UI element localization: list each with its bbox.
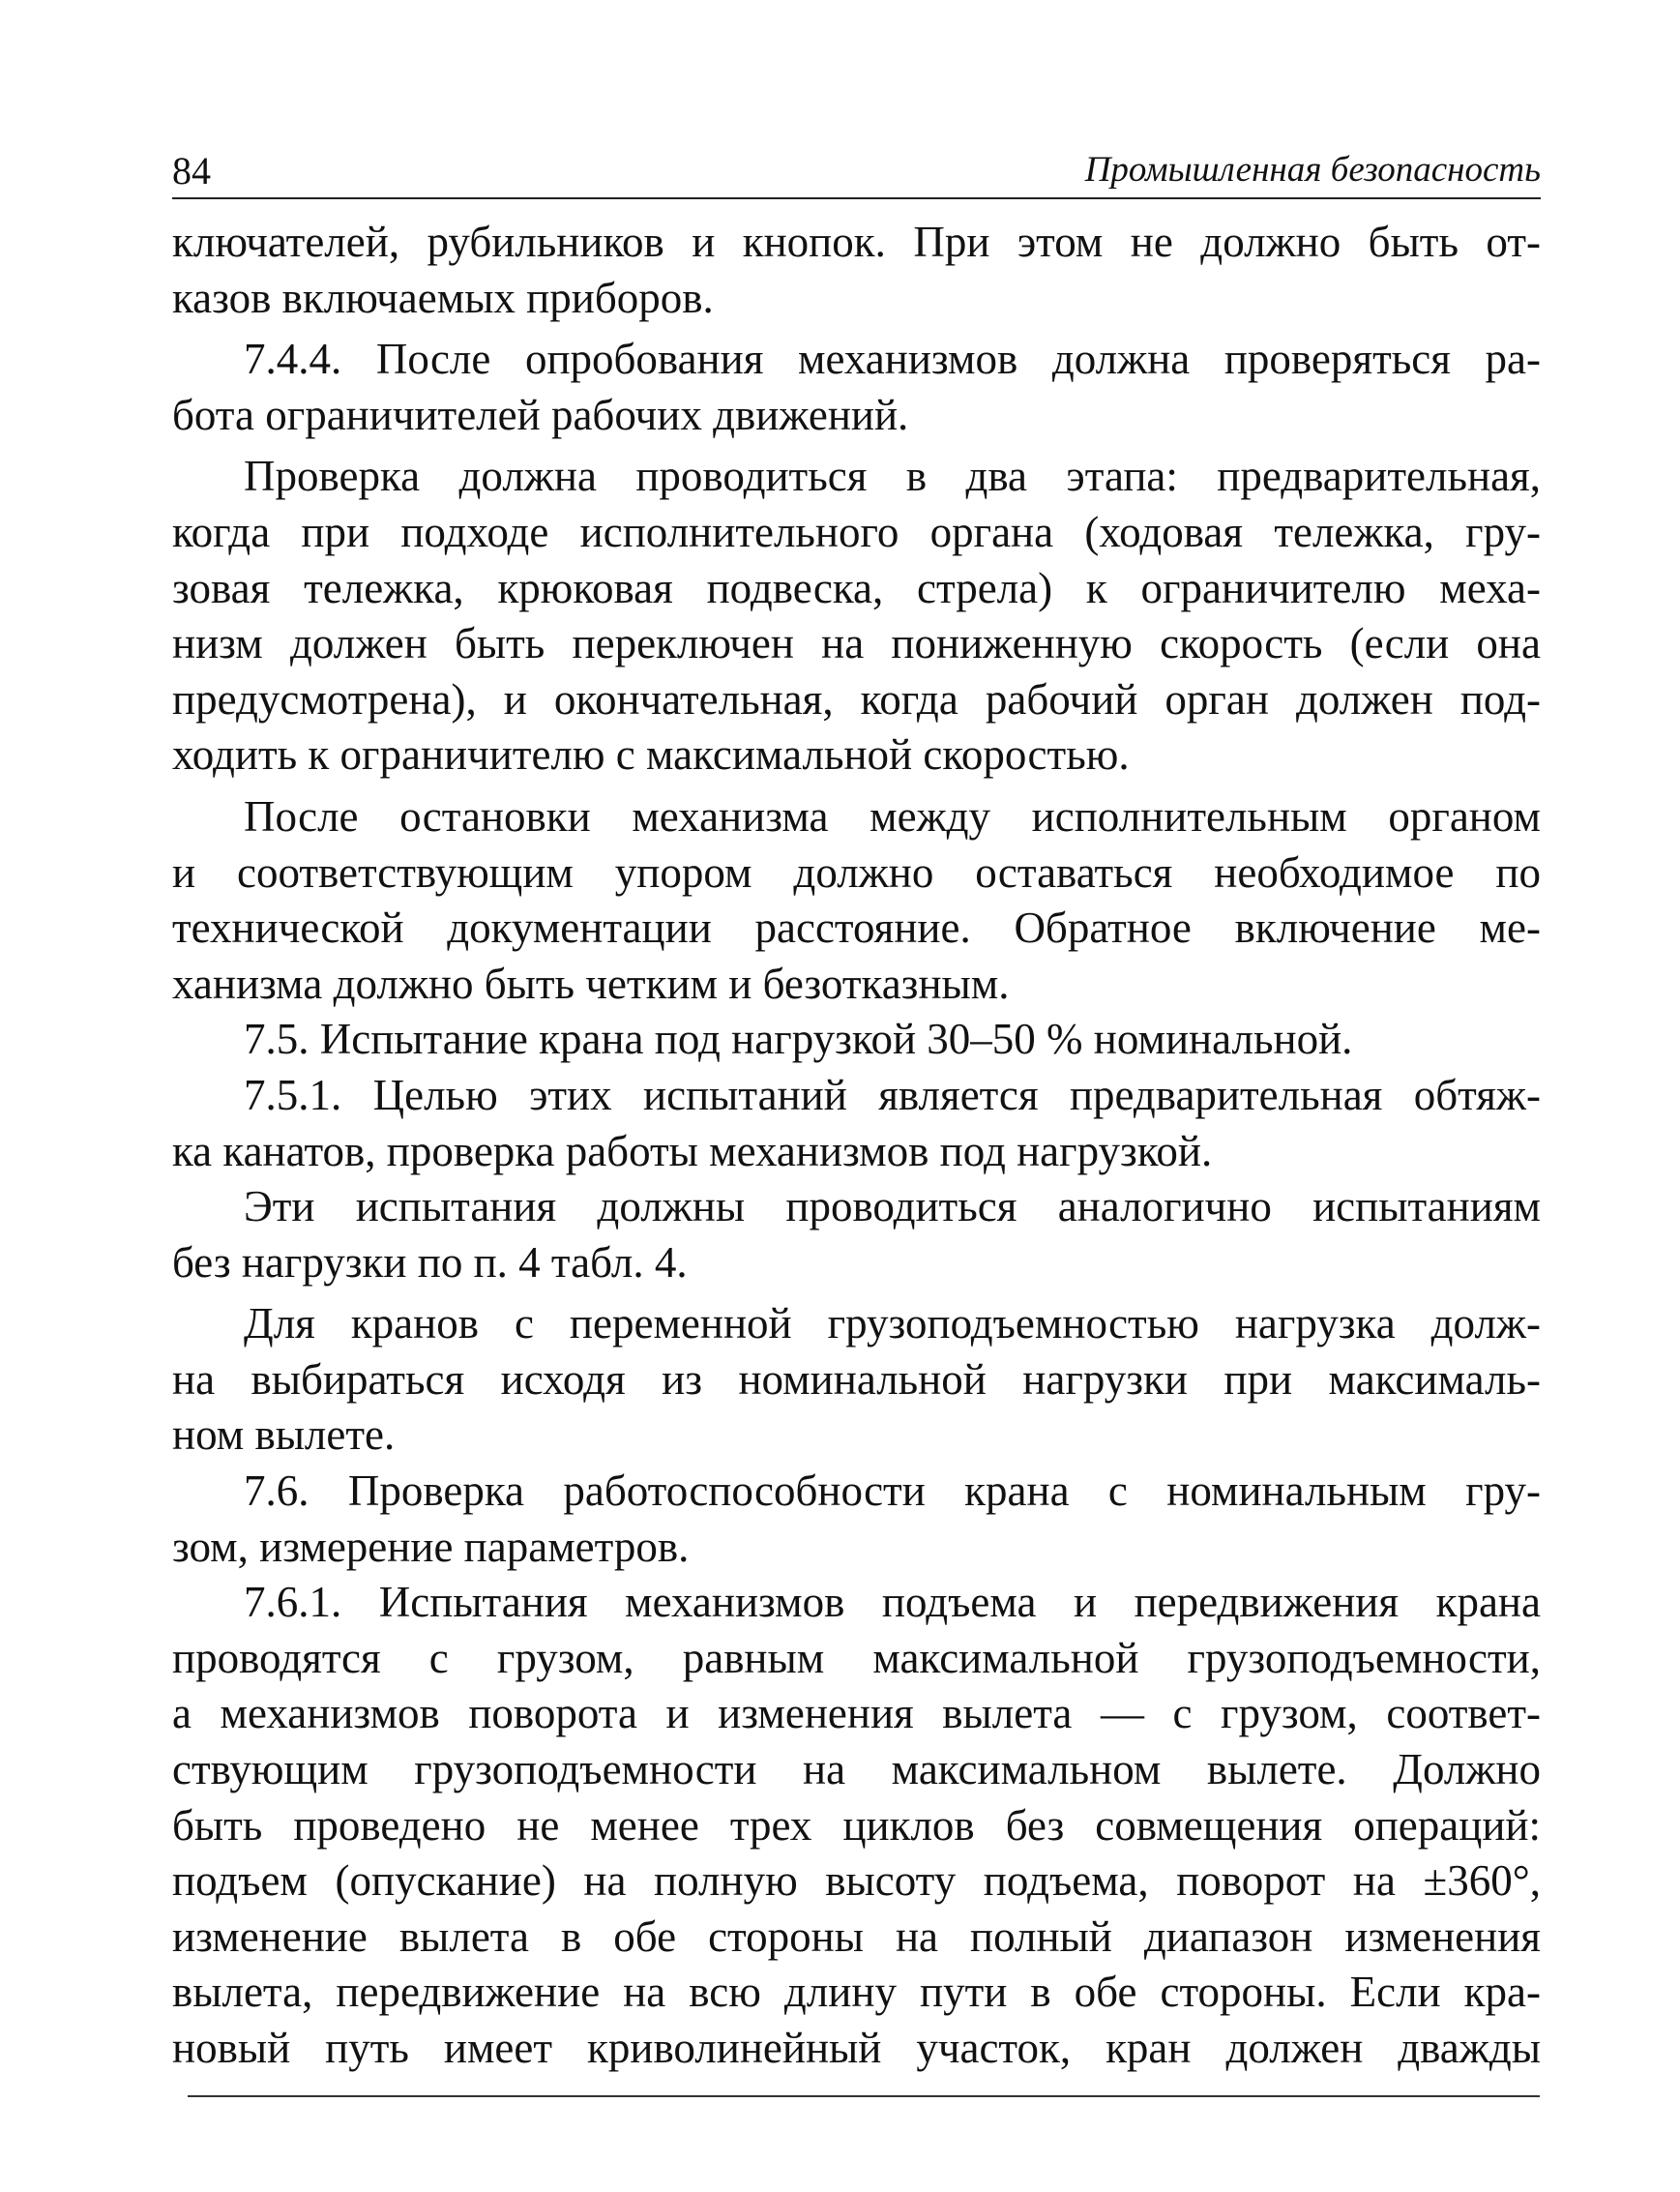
- running-head: [172, 143, 1541, 199]
- text-line: Эти испытания должны проводиться аналогично испытаниям: [244, 1182, 1541, 1231]
- text-line: 7.5.1. Целью этих испытаний является предварительная обтяж-: [244, 1070, 1541, 1119]
- body-text: [172, 215, 1541, 2077]
- footer-rule: [188, 2095, 1540, 2097]
- text-line: казов включаемых приборов.: [172, 273, 714, 322]
- text-line: ном вылете.: [172, 1410, 396, 1460]
- text-line: технической документации расстояние. Обратное включение ме-: [172, 903, 1541, 953]
- text-line: 7.4.4. После опробования механизмов должна проверяться ра-: [244, 335, 1541, 384]
- text-line: ханизма должно быть четким и безотказным.: [172, 959, 1010, 1008]
- text-line: изменение вылета в обе стороны на полный диапазон изменения: [172, 1911, 1541, 1961]
- text-line: без нагрузки по п. 4 табл. 4.: [172, 1237, 688, 1287]
- text-line: на выбираться исходя из номинальной нагрузки при максималь-: [172, 1354, 1541, 1404]
- text-line: новый путь имеет криволинейный участок, кран должен дважды: [172, 2024, 1541, 2072]
- text-line: зом, измерение параметров.: [172, 1522, 690, 1571]
- text-line: зовая тележка, крюковая подвеска, стрела) к ограничителю меха-: [172, 563, 1541, 612]
- text-line: проводятся с грузом, равным максимальной грузоподъемности,: [172, 1633, 1541, 1682]
- text-line: когда при подходе исполнительного органа (ходовая тележка, гру-: [172, 507, 1541, 556]
- text-line: 7.6.1. Испытания механизмов подъема и передвижения крана: [244, 1578, 1541, 1627]
- text-line: ходить к ограничителю с максимальной скоростью.: [172, 730, 1130, 780]
- page-number: 84: [172, 149, 211, 193]
- text-line: Для кранов с переменной грузоподъемностью нагрузка долж-: [244, 1299, 1541, 1348]
- text-line: предусмотрена), и окончательная, когда рабочий орган должен под-: [172, 674, 1541, 724]
- text-line: 7.6. Проверка работоспособности крана с номинальным гру-: [244, 1466, 1541, 1516]
- text-line: быть проведено не менее трех циклов без совмещения операций:: [172, 1800, 1541, 1850]
- text-line: низм должен быть переключен на пониженную скорость (если она: [172, 619, 1541, 668]
- text-line: ка канатов, проверка работы механизмов под нагрузкой.: [172, 1126, 1213, 1175]
- text-line: подъем (опускание) на полную высоту подъема, поворот на ±360°,: [172, 1856, 1541, 1906]
- text-line: ключателей, рубильников и кнопок. При этом не должно быть от-: [172, 218, 1541, 266]
- text-line: и соответствующим упором должно оставаться необходимое по: [172, 847, 1541, 897]
- text-line: После остановки механизма между исполнительным органом: [244, 791, 1541, 841]
- text-line: бота ограничителей рабочих движений.: [172, 390, 909, 439]
- running-title: Промышленная безопасность: [1084, 150, 1541, 190]
- text-line: ствующим грузоподъемности на максимальном вылете. Должно: [172, 1745, 1541, 1794]
- text-line: а механизмов поворота и изменения вылета — с грузом, соответ-: [172, 1689, 1541, 1738]
- text-line: вылета, передвижение на всю длину пути в обе стороны. Если кра-: [172, 1968, 1541, 2017]
- text-line: Проверка должна проводиться в два этапа: предварительная,: [244, 452, 1541, 501]
- text-line: 7.5. Испытание крана под нагрузкой 30–50 % номинальной.: [244, 1015, 1353, 1064]
